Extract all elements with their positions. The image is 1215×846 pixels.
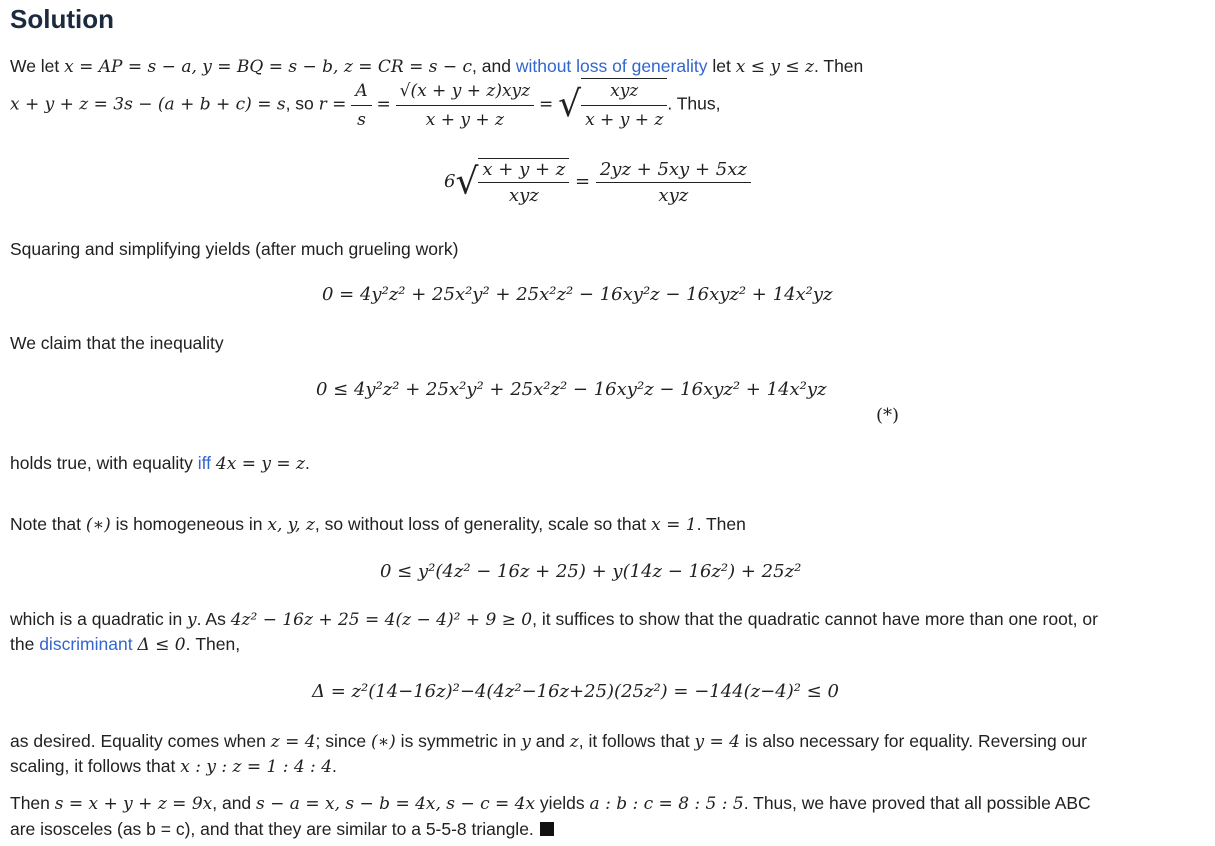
equation-tag: (*)	[876, 405, 900, 426]
paragraph-quadratic: which is a quadratic in y. As 4z² − 16z + 25 = 4(z − 4)² + 9 ≥ 0, it suffices to show that the quadratic cannot have more than one root, or	[10, 609, 1098, 630]
paragraph-equality-case: as desired. Equality comes when z = 4; since (∗) is symmetric in y and z, it follows that y = 4 is also necessary for equality. Reversing our	[10, 731, 1087, 752]
paragraph-conclusion: Then s = x + y + z = 9x, and s − a = x, s − b = 4x, s − c = 4x yields a : b : c = 8 : 5 : 5. Thus, we have proved that all possible ABC	[10, 793, 1091, 814]
paragraph-intro: We let x = AP = s − a, y = BQ = s − b, z = CR = s − c, and without loss of generality let x ≤ y ≤ z. Then	[10, 56, 864, 77]
paragraph-discriminant: the discriminant Δ ≤ 0. Then,	[10, 634, 241, 655]
fraction-sqrt-over-sum: $\frac{\text{√(x + y + z)xyz}}{x + y + z}$	[396, 79, 535, 132]
link-iff[interactable]: iff	[197, 453, 212, 473]
section-heading: Solution	[10, 4, 114, 34]
link-without-loss-of-generality[interactable]: without loss of generality	[515, 56, 708, 76]
inequality-scaled: 0 ≤ y²(4z² − 16z + 25) + y(14z − 16z²) + 25z²	[380, 561, 802, 582]
paragraph-equality: holds true, with equality iff 4x = y = z.	[10, 453, 310, 474]
equation-polynomial: 0 = 4y²z² + 25x²y² + 25x²z² − 16xy²z − 16xyz² + 14x²yz	[322, 284, 833, 305]
paragraph-homogeneous: Note that (∗) is homogeneous in x, y, z, so without loss of generality, scale so that x = 1. Then	[10, 514, 746, 535]
inequality-star: 0 ≤ 4y²z² + 25x²y² + 25x²z² − 16xy²z − 16xyz² + 14x²yz	[316, 379, 827, 400]
paragraph-inradius: x + y + z = 3s − (a + b + c) = s, so r = $\frac{A}{s}$ = $\frac{\text{√(x + y + z)xyz}}{x + y + z}$ = √ $\frac{\text{xyz}}{x + y + z}$ . Thus,	[10, 78, 721, 132]
equation-discriminant: Δ = z²(14−16z)²−4(4z²−16z+25)(25z²) = −144(z−4)² ≤ 0	[312, 681, 839, 702]
equation-main: 6√ $\frac{x + y + z}{\text{xyz}}$ = $\frac{2yz + 5xy + 5xz}{\text{xyz}}$	[444, 158, 751, 206]
paragraph-final: are isosceles (as b = c), and that they are similar to a 5-5-8 triangle.	[10, 817, 554, 841]
fraction-a-over-s: $\frac{A}{s}$	[351, 79, 371, 132]
qed-square-icon	[540, 822, 554, 836]
link-discriminant[interactable]: discriminant	[39, 634, 133, 654]
paragraph-claim: We claim that the inequality	[10, 333, 224, 353]
sqrt-fraction: √ $\frac{\text{xyz}}{x + y + z}$	[558, 78, 667, 132]
paragraph-squaring: Squaring and simplifying yields (after much grueling work)	[10, 239, 459, 259]
paragraph-scaling: scaling, it follows that x : y : z = 1 : 4 : 4.	[10, 756, 337, 777]
